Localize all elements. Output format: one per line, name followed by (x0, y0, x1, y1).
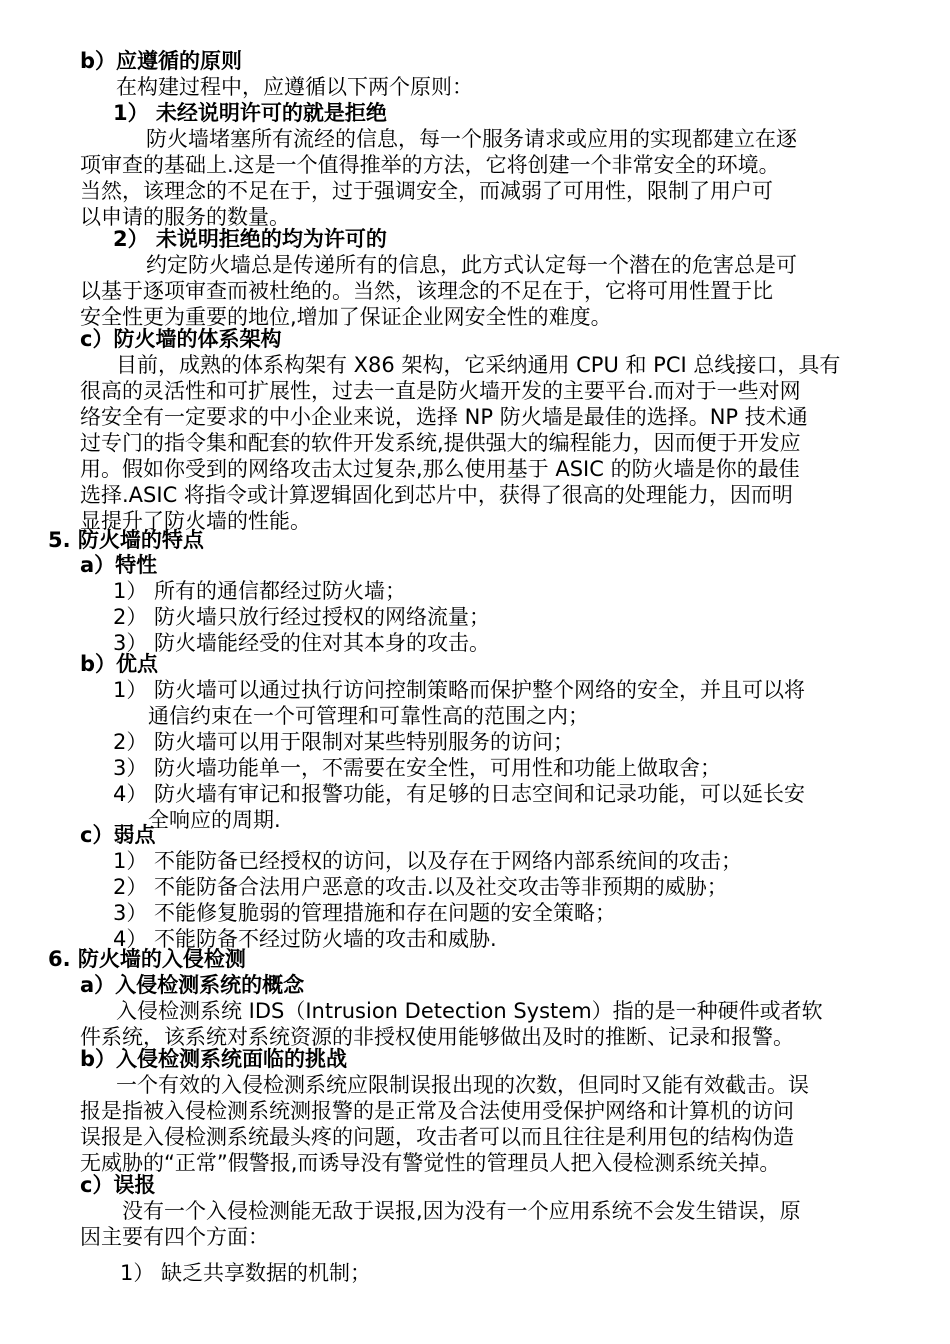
paragraph-line: 入侵检测系统 IDS（Intrusion Detection System）指的是一种硬件或者软 (116, 999, 823, 1023)
subheading-principle-1: 1） 未经说明许可的就是拒绝 (113, 101, 387, 125)
paragraph-line: 以基于逐项审查而被杜绝的。当然，该理念的不足在于，它将可用性置于比 (80, 279, 773, 303)
paragraph-line: 防火墙堵塞所有流经的信息，每一个服务请求或应用的实现都建立在逐 (146, 127, 797, 151)
paragraph-line: 很高的灵活性和可扩展性，过去一直是防火墙开发的主要平台.而对于一些对网 (80, 379, 801, 403)
paragraph-line: 在构建过程中，应遵循以下两个原则： (116, 75, 473, 99)
paragraph-line: 报是指被入侵检测系统测报警的是正常及合法使用受保护网络和计算机的访问 (80, 1099, 794, 1123)
paragraph-line: 目前，成熟的体系构架有 X86 架构，它采纳通用 CPU 和 PCI 总线接口，具有 (116, 353, 841, 377)
heading-c-architecture: c）防火墙的体系架构 (80, 327, 282, 351)
list-item: 1） 所有的通信都经过防火墙； (113, 579, 407, 603)
heading-6c-false-alarms: c）误报 (80, 1173, 156, 1197)
heading-5a-characteristics: a）特性 (80, 553, 158, 577)
heading-5c-weaknesses: c）弱点 (80, 823, 156, 847)
paragraph-line: 无威胁的“正常”假警报,而诱导没有警觉性的管理员人把入侵检测系统关掉。 (80, 1151, 781, 1175)
heading-b-principles: b）应遵循的原则 (80, 49, 243, 73)
paragraph-line: 以申请的服务的数量。 (80, 205, 290, 229)
list-item: 1） 缺乏共享数据的机制； (120, 1261, 372, 1285)
list-item-continuation: 通信约束在一个可管理和可靠性高的范围之内； (148, 704, 589, 728)
paragraph-line: 误报是入侵检测系统最头疼的问题，攻击者可以而且往往是利用包的结构伪造 (80, 1125, 794, 1149)
paragraph-line: 约定防火墙总是传递所有的信息，此方式认定每一个潜在的危害总是可 (146, 253, 797, 277)
list-item: 1） 不能防备已经授权的访问，以及存在于网络内部系统间的攻击； (113, 849, 743, 873)
heading-6a-ids-concept: a）入侵检测系统的概念 (80, 973, 305, 997)
paragraph-line: 件系统，该系统对系统资源的非授权使用能够做出及时的推断、记录和报警。 (80, 1025, 794, 1049)
section-5-heading: 5. 防火墙的特点 (48, 528, 204, 552)
paragraph-line: 一个有效的入侵检测系统应限制误报出现的次数，但同时又能有效截击。误 (116, 1073, 809, 1097)
heading-6b-ids-challenges: b）入侵检测系统面临的挑战 (80, 1047, 348, 1071)
list-item: 4） 不能防备不经过防火墙的攻击和威胁. (113, 927, 497, 951)
heading-5b-advantages: b）优点 (80, 652, 159, 676)
list-item: 3） 不能修复脆弱的管理措施和存在问题的安全策略； (113, 901, 617, 925)
paragraph-line: 用。假如你受到的网络攻击太过复杂,那么使用基于 ASIC 的防火墙是你的最佳 (80, 457, 800, 481)
list-item: 2） 不能防备合法用户恶意的攻击.以及社交攻击等非预期的威胁； (113, 875, 728, 899)
paragraph-line: 安全性更为重要的地位,增加了保证企业网安全性的难度。 (80, 305, 612, 329)
list-item: 2） 防火墙可以用于限制对某些特别服务的访问； (113, 730, 575, 754)
paragraph-line: 没有一个入侵检测能无敌于误报,因为没有一个应用系统不会发生错误，原 (122, 1199, 801, 1223)
list-item: 3） 防火墙功能单一，不需要在安全性，可用性和功能上做取舍； (113, 756, 722, 780)
paragraph-line: 当然，该理念的不足在于，过于强调安全，而减弱了可用性，限制了用户可 (80, 179, 773, 203)
paragraph-line: 过专门的指令集和配套的软件开发系统,提供强大的编程能力，因而便于开发应 (80, 431, 801, 455)
list-item: 2） 防火墙只放行经过授权的网络流量； (113, 605, 491, 629)
paragraph-line: 因主要有四个方面： (80, 1225, 269, 1249)
paragraph-line: 选择.ASIC 将指令或计算逻辑固化到芯片中，获得了很高的处理能力，因而明 (80, 483, 793, 507)
list-item: 1） 防火墙可以通过执行访问控制策略而保护整个网络的安全，并且可以将 (113, 678, 806, 702)
list-item: 4） 防火墙有审记和报警功能，有足够的日志空间和记录功能，可以延长安 (113, 782, 806, 806)
paragraph-line: 络安全有一定要求的中小企业来说，选择 NP 防火墙是最佳的选择。NP 技术通 (80, 405, 808, 429)
paragraph-line: 项审查的基础上.这是一个值得推举的方法，它将创建一个非常安全的环境。 (80, 153, 780, 177)
subheading-principle-2: 2） 未说明拒绝的均为许可的 (113, 227, 387, 251)
list-item: 3） 防火墙能经受的住对其本身的攻击。 (113, 631, 491, 655)
section-6-heading: 6. 防火墙的入侵检测 (48, 947, 246, 971)
list-item-continuation: 全响应的周期. (148, 808, 281, 832)
paragraph-line: 显提升了防火墙的性能。 (80, 509, 311, 533)
